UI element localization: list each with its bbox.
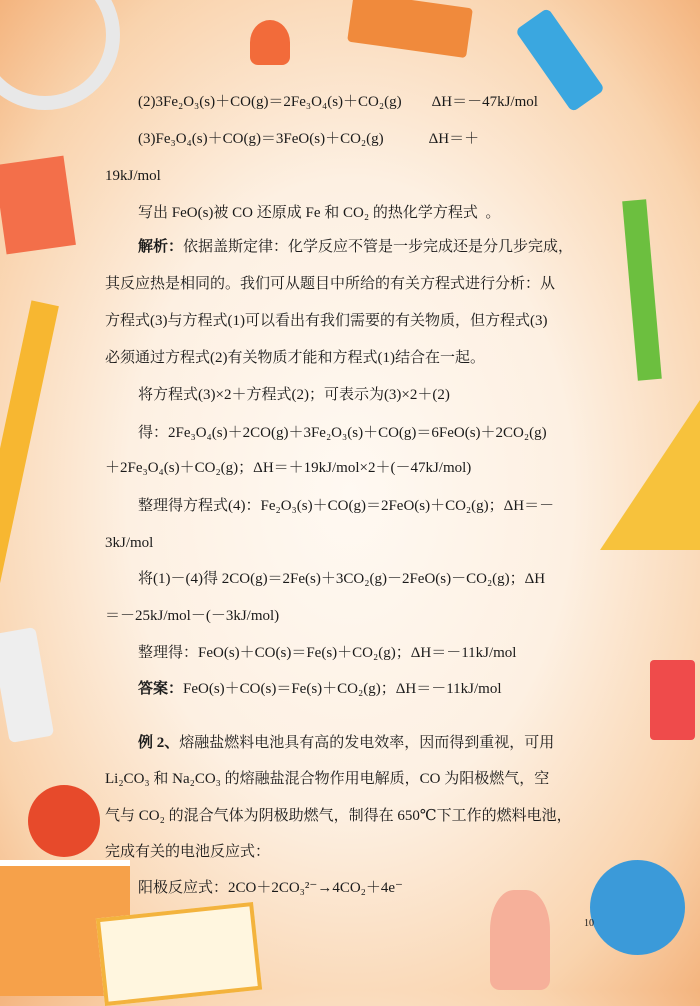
line-text: 将(1)－(4)得 2CO(g)＝2Fe(s)＋3CO₂(g)－2FeO(s)－CO₂(g)；ΔH — [138, 571, 546, 587]
text-line — [138, 235, 573, 259]
text-line — [138, 567, 545, 591]
line-text: ＝－25kJ/mol－(－3kJ/mol) — [105, 608, 280, 624]
line-text: (3)Fe₃O₄(s)＋CO(g)＝3FeO(s)＋CO₂(g) ΔH＝＋ — [138, 131, 480, 147]
text-line — [138, 383, 450, 407]
line-text: 其反应热是相同的。我们可从题目中所给的有关方程式进行分析：从 — [105, 276, 556, 292]
eraser-decoration — [650, 660, 695, 740]
text-line — [105, 531, 153, 555]
text-line — [105, 604, 279, 628]
text-line — [105, 456, 471, 480]
globe-decoration — [590, 860, 685, 955]
text-line — [138, 127, 479, 151]
line-text: 必须通过方程式(2)有关物质才能和方程式(1)结合在一起。 — [105, 350, 485, 366]
pencil-decoration — [622, 199, 662, 380]
text-line — [105, 840, 270, 864]
line-text: FeO(s)＋CO(s)＝Fe(s)＋CO₂(g)；ΔH＝－11kJ/mol — [183, 681, 502, 697]
line-text: 依据盖斯定律：化学反应不管是一步完成还是分几步完成， — [183, 239, 574, 255]
ruler-decoration — [0, 300, 59, 599]
line-text: (2)3Fe₂O₃(s)＋CO(g)＝2Fe₃O₄(s)＋CO₂(g) ΔH＝－47kJ/mol — [138, 94, 538, 110]
line-text: 熔融盐燃料电池具有高的发电效率，因而得到重视，可用 — [179, 735, 555, 751]
line-text: Li₂CO₃ 和 Na₂CO₃ 的熔融盐混合物作用电解质，CO 为阳极燃气，空 — [105, 771, 550, 787]
page-number: 10 — [584, 918, 594, 929]
protractor-decoration — [0, 0, 120, 110]
text-line — [105, 164, 161, 188]
line-text: 阳极反应式：2CO＋2CO₃²⁻→4CO₂＋4e⁻ — [138, 880, 403, 896]
text-line — [138, 677, 502, 701]
text-line — [138, 90, 538, 114]
text-line — [105, 804, 572, 828]
text-line — [105, 767, 549, 791]
text-line — [105, 309, 547, 333]
book-decoration — [347, 0, 473, 58]
line-text: 写出 FeO(s)被 CO 还原成 Fe 和 CO₂ 的热化学方程式 。 — [138, 205, 501, 221]
open-book-decoration — [96, 902, 262, 1006]
text-line — [138, 421, 547, 445]
bold-label: 例 2、 — [138, 735, 180, 751]
line-text: 将方程式(3)×2＋方程式(2)；可表示为(3)×2＋(2) — [138, 387, 450, 403]
line-text: 气与 CO₂ 的混合气体为阴极助燃气，制得在 650℃下工作的燃料电池， — [105, 808, 572, 824]
line-text: 得：2Fe₃O₄(s)＋2CO(g)＋3Fe₂O₃(s)＋CO(g)＝6FeO(s)＋2CO₂(g) — [138, 425, 547, 441]
line-text: 3kJ/mol — [105, 535, 154, 551]
line-text: 完成有关的电池反应式： — [105, 844, 271, 860]
bold-label: 解析： — [138, 239, 184, 255]
text-line — [138, 201, 500, 225]
bold-label: 答案： — [138, 681, 184, 697]
text-line — [138, 731, 554, 755]
beaker-decoration — [490, 890, 550, 990]
paint-palette-decoration — [0, 627, 54, 743]
text-line — [105, 272, 555, 296]
text-line — [138, 641, 516, 665]
text-line — [138, 494, 554, 518]
line-text: 方程式(3)与方程式(1)可以看出有我们需要的有关物质，但方程式(3) — [105, 313, 548, 329]
flask-decoration — [250, 20, 290, 65]
notebook-decoration — [0, 156, 76, 255]
line-text: ＋2Fe₃O₄(s)＋CO₂(g)；ΔH＝＋19kJ/mol×2＋(－47kJ/mol) — [105, 460, 472, 476]
line-text: 整理得方程式(4)：Fe₂O₃(s)＋CO(g)＝2FeO(s)＋CO₂(g)；ΔH＝－ — [138, 498, 555, 514]
apple-decoration — [28, 785, 100, 857]
line-text: 19kJ/mol — [105, 168, 161, 184]
line-text: 整理得：FeO(s)＋CO(s)＝Fe(s)＋CO₂(g)；ΔH＝－11kJ/mol — [138, 645, 517, 661]
triangle-ruler-decoration — [600, 400, 700, 550]
text-line — [138, 876, 403, 900]
text-line — [105, 346, 485, 370]
